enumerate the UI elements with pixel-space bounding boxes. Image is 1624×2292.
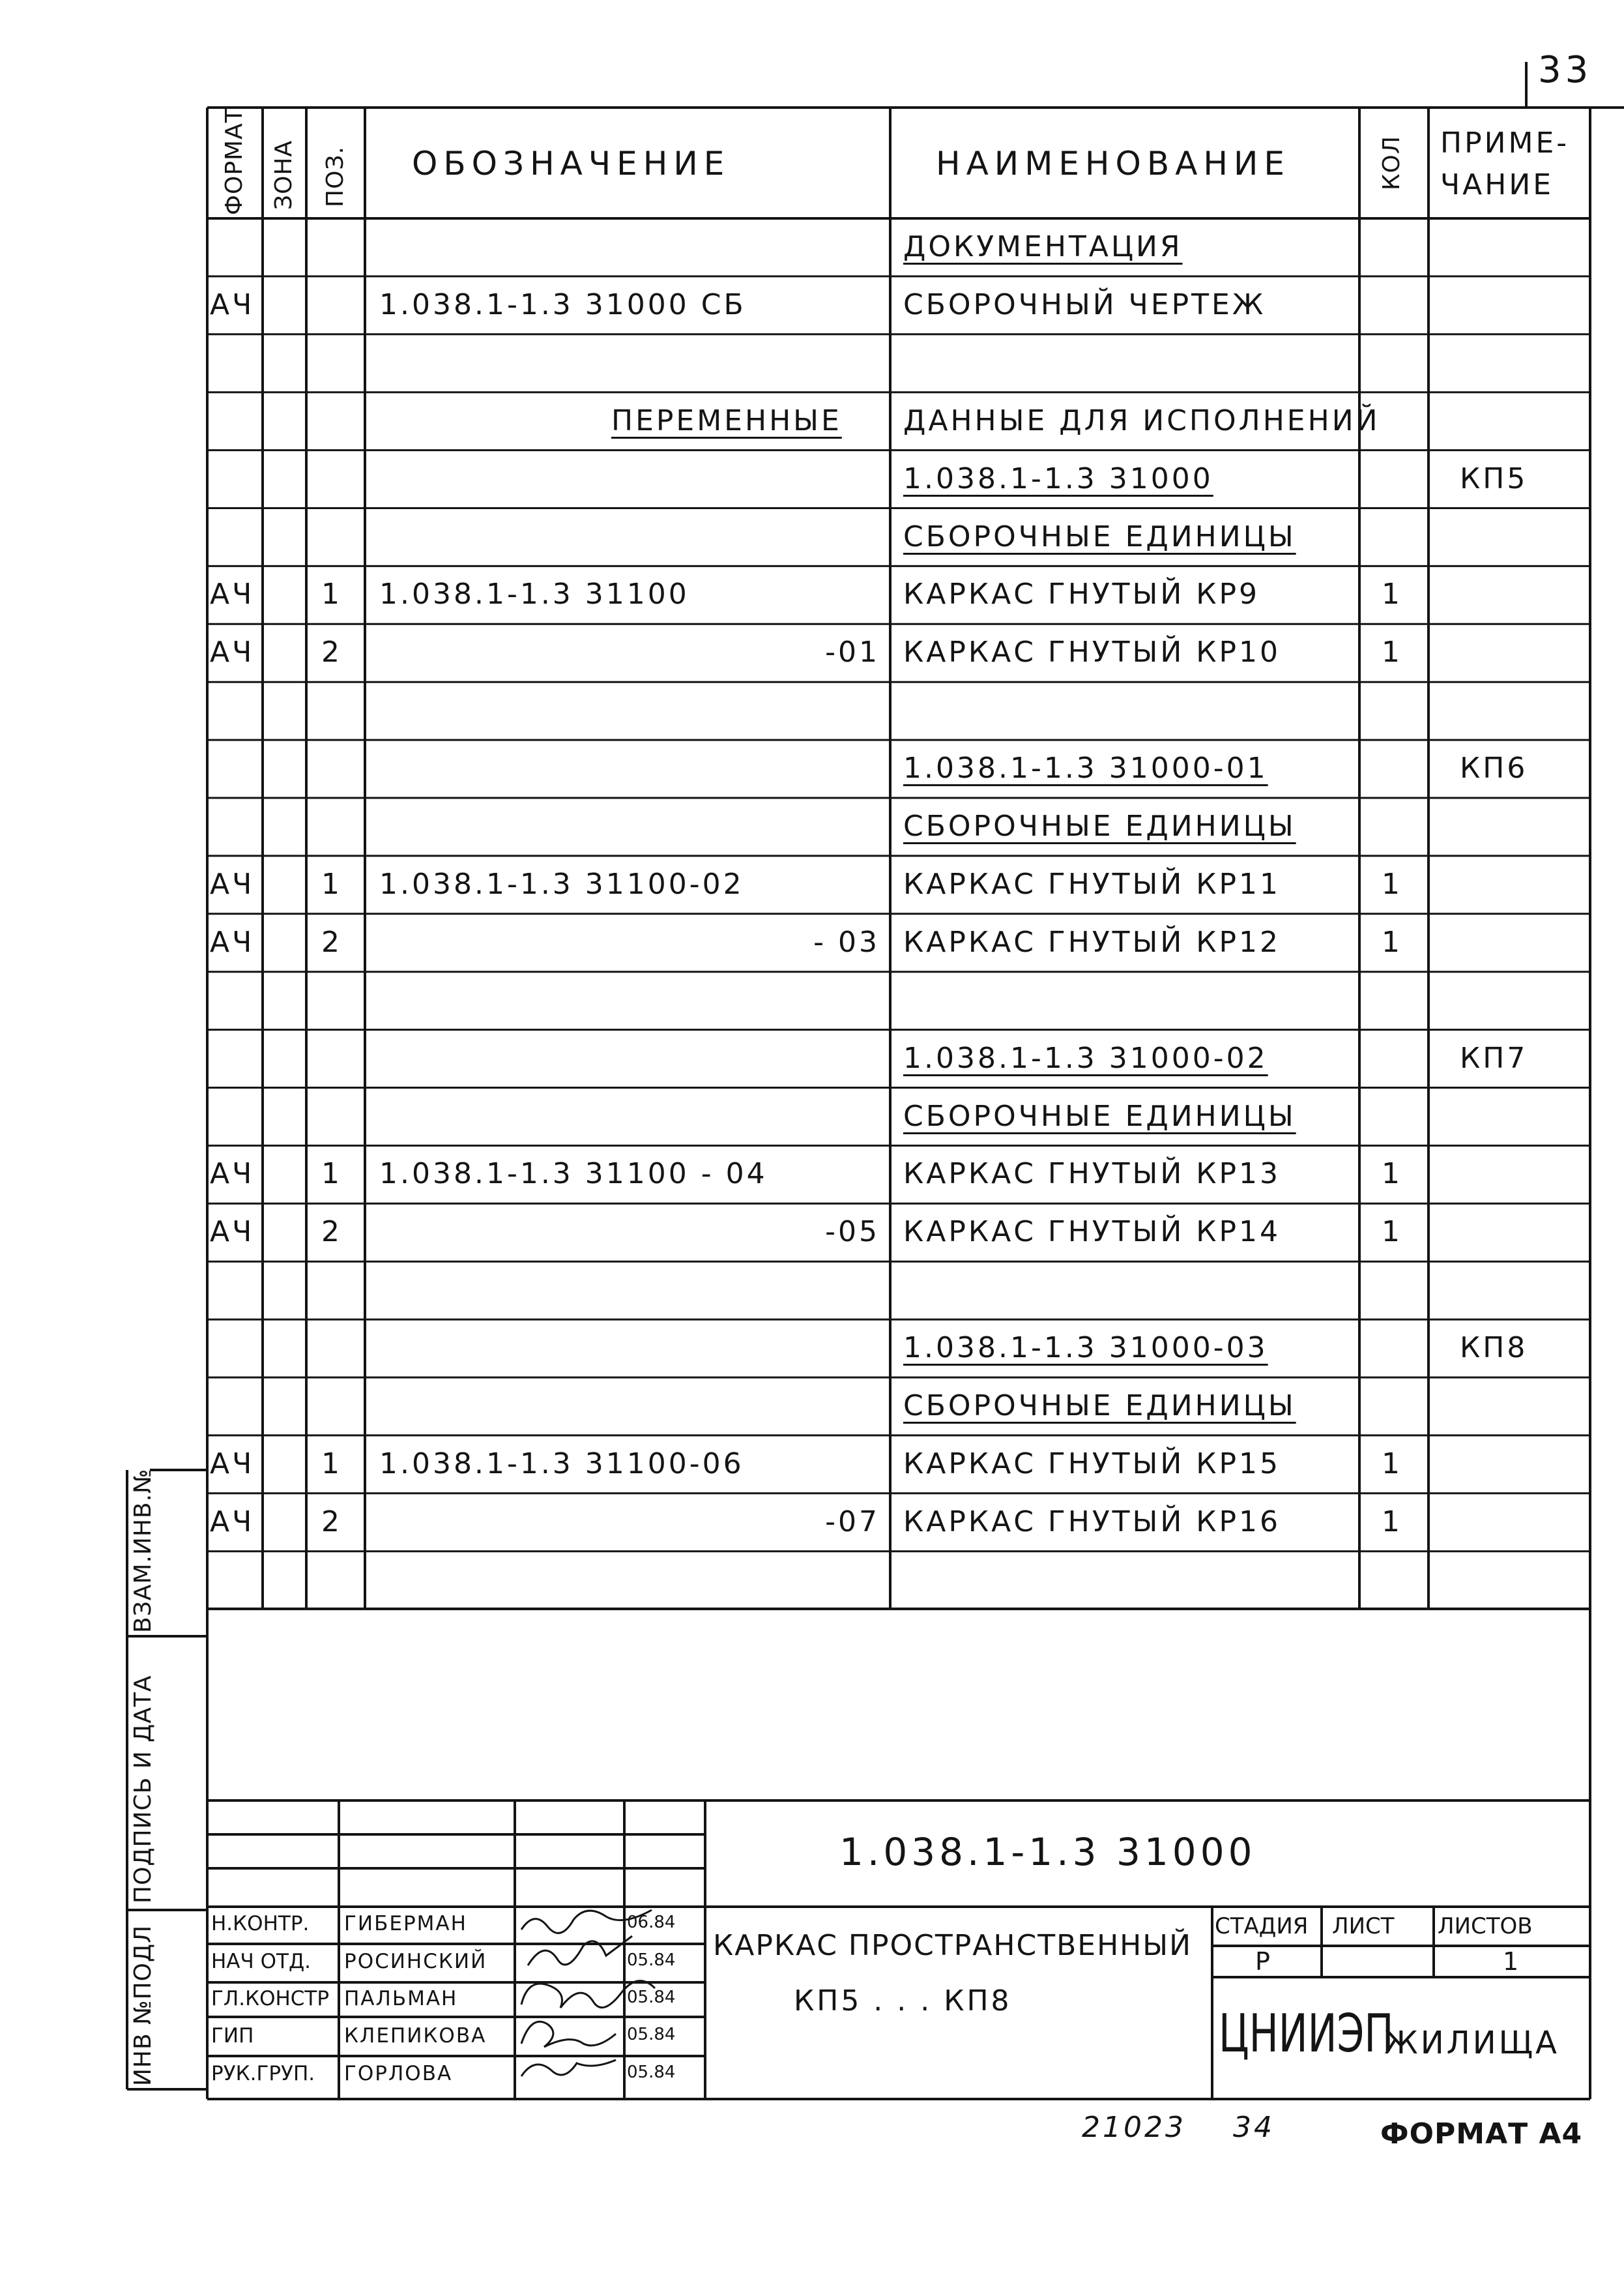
cell-name: ДОКУМЕНТАЦИЯ (903, 230, 1183, 263)
signer-date: 05.84 (627, 2025, 676, 2044)
sheet-number: 33 (1538, 49, 1593, 91)
signer-role: НАЧ ОТД. (211, 1950, 312, 1973)
header-qty: КОЛ (1378, 136, 1405, 190)
cell-format: АЧ (210, 1157, 255, 1191)
stage-value: Р (1255, 1947, 1273, 1976)
cell-qty: 1 (1382, 636, 1402, 669)
cell-format: АЧ (210, 636, 255, 669)
cell-name: КАРКАС ГНУТЫЙ КР9 (903, 578, 1260, 611)
cell-name: КАРКАС ГНУТЫЙ КР13 (903, 1157, 1281, 1191)
signer-name: ПАЛЬМАН (344, 1987, 458, 2010)
cell-designation: 1.038.1-1.3 31100-06 (379, 1447, 744, 1480)
cell-name: 1.038.1-1.3 31000-03 (903, 1331, 1268, 1365)
signer-name: ГИБЕРМАН (344, 1912, 467, 1935)
signer-role: ГЛ.КОНСТР (211, 1987, 330, 2010)
cell-designation: 1.038.1-1.3 31000 СБ (379, 287, 746, 321)
doc-number: 1.038.1-1.3 31000 (839, 1830, 1256, 1874)
cell-designation: - 03 (813, 925, 880, 959)
cell-pos: 2 (321, 636, 342, 669)
cell-format: АЧ (210, 925, 255, 959)
cell-name: КАРКАС ГНУТЫЙ КР11 (903, 867, 1281, 901)
signer-role: ГИП (211, 2024, 254, 2048)
cell-pos: 1 (321, 1447, 342, 1480)
sheets-label: ЛИСТОВ (1438, 1913, 1533, 1939)
archive-number: 21023 (1082, 2111, 1186, 2144)
sheet-label: ЛИСТ (1332, 1913, 1395, 1939)
cell-name: КАРКАС ГНУТЫЙ КР16 (903, 1505, 1281, 1538)
cell-note: КП6 (1460, 752, 1528, 786)
signer-date: 05.84 (627, 1988, 676, 2007)
cell-name: СБОРОЧНЫЕ ЕДИНИЦЫ (903, 810, 1296, 843)
cell-format: АЧ (210, 1505, 255, 1538)
cell-name: 1.038.1-1.3 31000-01 (903, 752, 1268, 786)
format-label: ФОРМАТ А4 (1380, 2117, 1583, 2151)
cell-name: КАРКАС ГНУТЫЙ КР10 (903, 636, 1281, 669)
cell-name: СБОРОЧНЫЕ ЕДИНИЦЫ (903, 520, 1296, 553)
signer-date: 06.84 (627, 1913, 676, 1932)
side-label-replaces-inv: ВЗАМ.ИНВ.№ (130, 1468, 156, 1633)
cell-pos: 2 (321, 1215, 342, 1249)
header-zone: ЗОНА (270, 140, 297, 210)
doc-title-line1: КАРКАС ПРОСТРАНСТВЕННЫЙ (713, 1929, 1192, 1962)
cell-name: 1.038.1-1.3 31000-02 (903, 1041, 1268, 1075)
cell-format: АЧ (210, 287, 255, 321)
cell-qty: 1 (1382, 578, 1402, 611)
cell-name: ДАННЫЕ ДЛЯ ИСПОЛНЕНИЙ (903, 404, 1380, 437)
sheets-value: 1 (1503, 1947, 1522, 1976)
side-label-signature-date: ПОДПИСЬ И ДАТА (130, 1675, 156, 1903)
organization-sub: ЖИЛИЩА (1384, 2025, 1559, 2061)
cell-format: АЧ (210, 1447, 255, 1480)
cell-name: СБОРОЧНЫЕ ЕДИНИЦЫ (903, 1389, 1296, 1422)
cell-note: КП8 (1460, 1331, 1528, 1365)
cell-pos: 1 (321, 1157, 342, 1191)
cell-designation: 1.038.1-1.3 31100 - 04 (379, 1157, 768, 1191)
doc-title-line2: КП5 . . . КП8 (794, 1984, 1012, 2018)
header-name: НАИМЕНОВАНИЕ (936, 145, 1290, 183)
organization-main: ЦНИИЭП (1219, 2003, 1394, 2064)
cell-qty: 1 (1382, 1157, 1402, 1191)
cell-qty: 1 (1382, 1215, 1402, 1249)
cell-name: СБОРОЧНЫЕ ЕДИНИЦЫ (903, 1099, 1296, 1133)
cell-designation: -07 (825, 1505, 880, 1538)
page-number: 34 (1233, 2111, 1275, 2144)
cell-format: АЧ (210, 1215, 255, 1249)
signer-date: 05.84 (627, 2063, 676, 2082)
cell-qty: 1 (1382, 867, 1402, 901)
cell-name: КАРКАС ГНУТЫЙ КР12 (903, 925, 1281, 959)
cell-name: 1.038.1-1.3 31000 (903, 462, 1213, 495)
cell-designation: 1.038.1-1.3 31100 (379, 578, 689, 611)
header-note-line1: ПРИМЕ- (1440, 126, 1570, 160)
signer-date: 05.84 (627, 1950, 676, 1970)
cell-qty: 1 (1382, 925, 1402, 959)
cell-designation: ПЕРЕМЕННЫЕ (611, 404, 842, 437)
cell-qty: 1 (1382, 1505, 1402, 1538)
signer-role: Н.КОНТР. (211, 1912, 310, 1935)
cell-format: АЧ (210, 578, 255, 611)
header-note-line2: ЧАНИЕ (1440, 168, 1554, 201)
signer-role: РУК.ГРУП. (211, 2062, 315, 2085)
signer-name: РОСИНСКИЙ (344, 1950, 487, 1973)
cell-format: АЧ (210, 867, 255, 901)
cell-qty: 1 (1382, 1447, 1402, 1480)
stage-label: СТАДИЯ (1215, 1913, 1309, 1939)
cell-pos: 2 (321, 1505, 342, 1538)
cell-designation: -01 (825, 636, 880, 669)
cell-name: СБОРОЧНЫЙ ЧЕРТЕЖ (903, 287, 1266, 321)
side-label-inv-original: ИНВ №ПОДЛ (130, 1924, 156, 2086)
cell-designation: -05 (825, 1215, 880, 1249)
header-pos: ПОЗ. (322, 146, 349, 207)
cell-pos: 1 (321, 867, 342, 901)
header-designation: ОБОЗНАЧЕНИЕ (412, 145, 731, 183)
signer-name: ГОРЛОВА (344, 2062, 453, 2085)
cell-pos: 2 (321, 925, 342, 959)
header-format: ФОРМАТ (221, 108, 248, 215)
cell-pos: 1 (321, 578, 342, 611)
cell-note: КП5 (1460, 462, 1528, 495)
cell-note: КП7 (1460, 1041, 1528, 1075)
cell-designation: 1.038.1-1.3 31100-02 (379, 867, 744, 901)
signer-name: КЛЕПИКОВА (344, 2024, 487, 2048)
cell-name: КАРКАС ГНУТЫЙ КР15 (903, 1447, 1281, 1480)
cell-name: КАРКАС ГНУТЫЙ КР14 (903, 1215, 1281, 1249)
